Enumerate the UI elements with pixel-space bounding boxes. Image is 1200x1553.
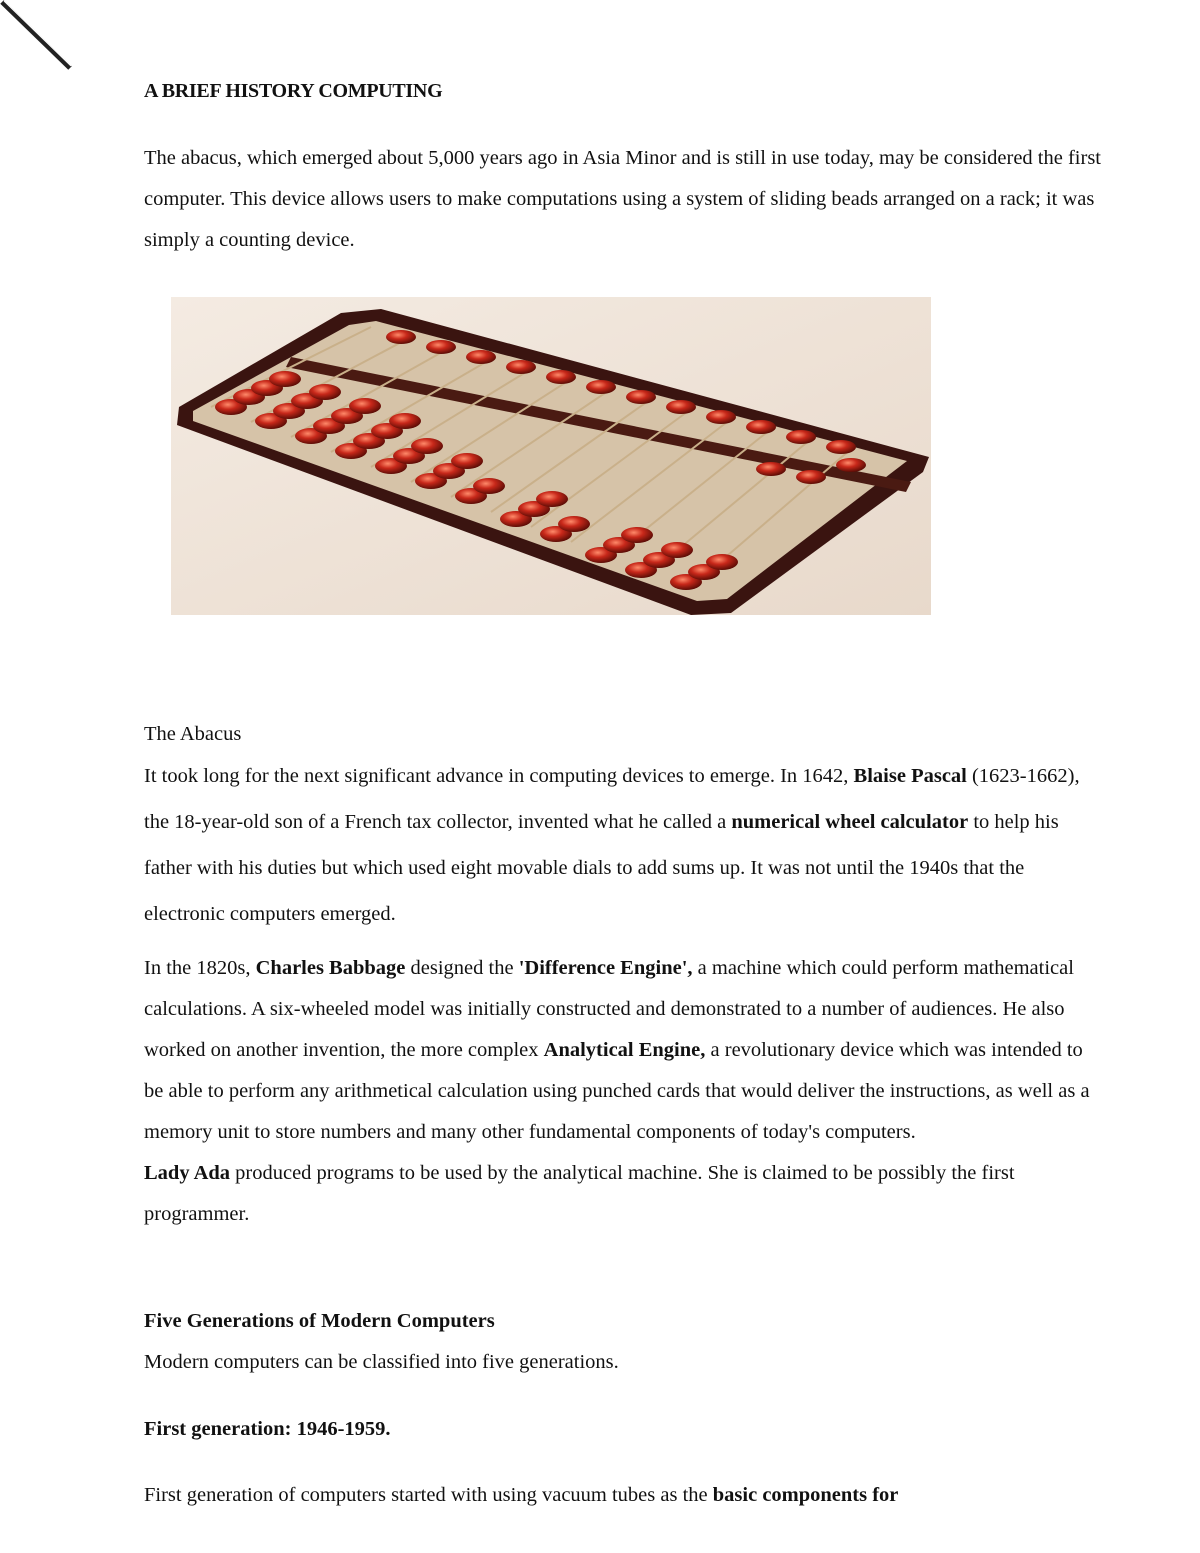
figure-caption: The Abacus <box>144 723 242 745</box>
ada-name: Lady Ada <box>144 1162 231 1184</box>
pascal-paragraph <box>144 753 1104 937</box>
babbage-text-pre: In the 1820s, <box>144 957 256 979</box>
pascal-text-post: to help his father with his duties but which used eight movable dials to add sums up. It was not until the 1940s that the electronic computers emerged. <box>144 811 1059 925</box>
corner-line-mark <box>0 0 80 80</box>
first-generation-bold: basic components for <box>712 1484 899 1506</box>
abacus-image <box>171 297 931 615</box>
ada-text: produced programs to be used by the analytical machine. She is claimed to be possibly the first programmer. <box>144 1162 1015 1225</box>
babbage-name: Charles Babbage <box>255 957 406 979</box>
first-generation-pre: First generation of computers started with using vacuum tubes as the <box>144 1484 713 1506</box>
intro-paragraph: The abacus, which emerged about 5,000 years ago in Asia Minor and is still in use today, may be considered the first computer. This device allows users to make computations using a system of sliding beads arranged on a rack; it was simply a counting device. <box>144 147 1102 251</box>
pascal-name: Blaise Pascal <box>853 765 967 787</box>
babbage-text-mid2: a machine which could perform mathematical calculations. A six-wheeled model was initially constructed and demonstrated to a number of audiences. He also worked on another invention, the more complex <box>144 957 1074 1061</box>
generations-heading: Five Generations of Modern Computers <box>144 1310 495 1332</box>
first-generation-text <box>144 1477 898 1513</box>
difference-engine: 'Difference Engine', <box>518 957 693 979</box>
first-generation-heading: First generation: 1946-1959. <box>144 1418 391 1440</box>
analytical-engine: Analytical Engine, <box>543 1039 706 1061</box>
pascal-text-pre: It took long for the next significant advance in computing devices to emerge. In 1642, <box>144 765 854 787</box>
babbage-text-mid1: designed the <box>405 957 519 979</box>
babbage-paragraph <box>144 948 1104 1235</box>
generations-text: Modern computers can be classified into five generations. <box>144 1351 619 1373</box>
pascal-text-mid: (1623-1662), the 18-year-old son of a French tax collector, invented what he called a <box>144 765 1080 833</box>
babbage-text-post: a revolutionary device which was intended to be able to perform any arithmetical calculation using punched cards that would deliver the instructions, as well as a memory unit to store numbers and many other fundamental components of today's computers. <box>144 1039 1090 1143</box>
document-title: A BRIEF HISTORY COMPUTING <box>144 80 443 102</box>
pascal-device: numerical wheel calculator <box>731 811 969 833</box>
